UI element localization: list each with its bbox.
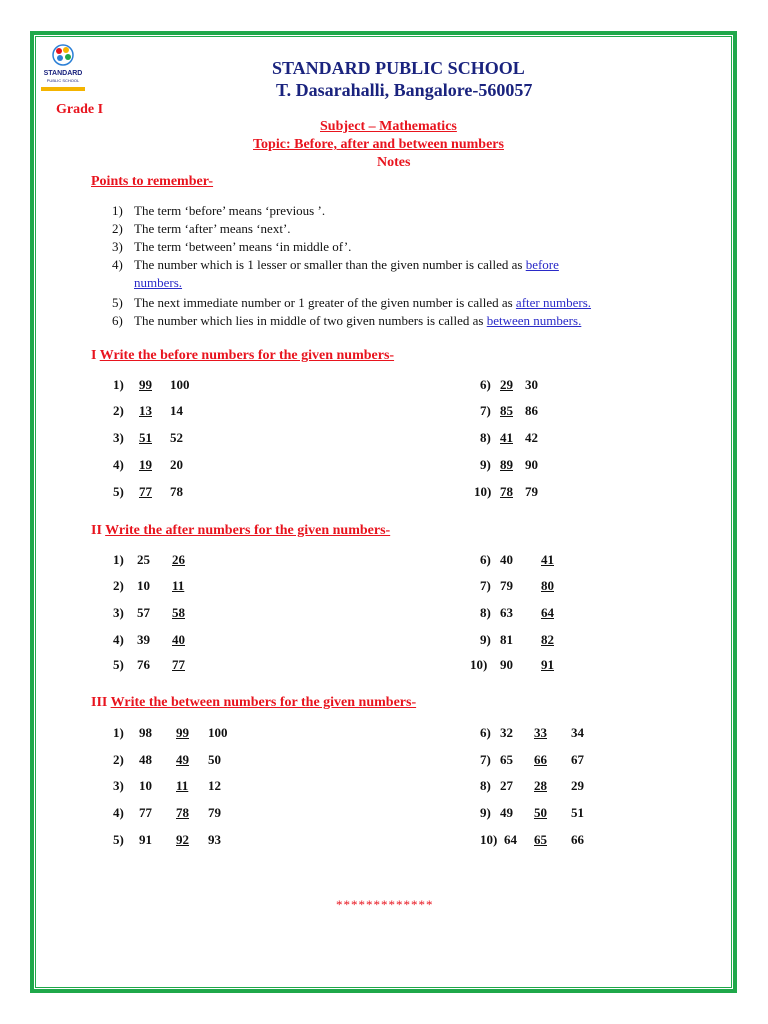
school-address: T. Dasarahalli, Bangalore-560057 bbox=[276, 80, 533, 100]
exercise-number: 9) bbox=[480, 457, 491, 472]
point-4 bbox=[112, 256, 682, 292]
exercise-number: 9) bbox=[480, 805, 491, 820]
given-value: 40 bbox=[500, 552, 513, 567]
given-value: 98 bbox=[139, 725, 152, 740]
section-3-heading bbox=[91, 695, 416, 711]
answer-value: 13 bbox=[139, 403, 152, 418]
given-value: 79 bbox=[525, 484, 538, 499]
given-value: 30 bbox=[525, 377, 538, 392]
point-text: The next immediate number or 1 greater of the given number is called as bbox=[134, 295, 516, 310]
before-numbers-link[interactable]: before bbox=[525, 257, 559, 272]
point-text: The number which lies in middle of two given numbers is called as bbox=[134, 313, 487, 328]
answer-value: 85 bbox=[500, 403, 513, 418]
given-value: 66 bbox=[571, 832, 584, 847]
exercise-number: 4) bbox=[113, 457, 124, 472]
given-value: 100 bbox=[208, 725, 228, 740]
exercise-number: 3) bbox=[113, 778, 124, 793]
point-1 bbox=[112, 202, 682, 220]
answer-value: 66 bbox=[534, 752, 547, 767]
given-value: 79 bbox=[500, 578, 513, 593]
point-number: 5) bbox=[112, 295, 123, 310]
point-number: 4) bbox=[112, 257, 123, 272]
given-value: 90 bbox=[500, 657, 513, 672]
exercise-number: 9) bbox=[480, 632, 491, 647]
given-value: 32 bbox=[500, 725, 513, 740]
given-value: 79 bbox=[208, 805, 221, 820]
exercise-number: 5) bbox=[113, 832, 124, 847]
given-value: 90 bbox=[525, 457, 538, 472]
given-value: 14 bbox=[170, 403, 183, 418]
section-2-heading bbox=[91, 523, 390, 539]
exercise-number: 3) bbox=[113, 605, 124, 620]
exercise-number: 1) bbox=[113, 725, 124, 740]
grade-label: Grade I bbox=[56, 102, 104, 117]
given-value: 52 bbox=[170, 430, 183, 445]
exercise-number: 8) bbox=[480, 778, 491, 793]
section-1-heading bbox=[91, 348, 394, 364]
topic-title: Topic: Before, after and between numbers bbox=[253, 137, 504, 152]
between-numbers-link[interactable]: between numbers. bbox=[486, 313, 582, 328]
footer-stars: ************* bbox=[336, 897, 434, 912]
answer-value: 29 bbox=[500, 377, 513, 392]
exercise-number: 6) bbox=[480, 377, 491, 392]
exercise-number: 8) bbox=[480, 605, 491, 620]
exercise-number: 3) bbox=[113, 430, 124, 445]
exercise-number: 5) bbox=[113, 657, 124, 672]
point-6 bbox=[112, 312, 682, 330]
given-value: 63 bbox=[500, 605, 513, 620]
exercise-number: 2) bbox=[113, 578, 124, 593]
section-1-title: Write the before numbers for the given numbers- bbox=[99, 348, 395, 363]
answer-value: 80 bbox=[541, 578, 554, 593]
after-numbers-link[interactable]: after numbers. bbox=[515, 295, 592, 310]
given-value: 78 bbox=[170, 484, 183, 499]
answer-value: 11 bbox=[172, 578, 185, 593]
section-3-roman: III bbox=[91, 695, 108, 710]
section-2-roman: II bbox=[91, 523, 102, 538]
answer-value: 58 bbox=[172, 605, 185, 620]
logo-text: STANDARD bbox=[43, 70, 83, 77]
given-value: 34 bbox=[571, 725, 584, 740]
answer-value: 92 bbox=[176, 832, 189, 847]
answer-value: 26 bbox=[172, 552, 185, 567]
given-value: 42 bbox=[525, 430, 538, 445]
point-text: The term ‘before’ means ‘previous ’. bbox=[134, 203, 326, 218]
exercise-number: 7) bbox=[480, 403, 491, 418]
section-1-roman: I bbox=[91, 348, 97, 363]
given-value: 67 bbox=[571, 752, 584, 767]
section-2-title: Write the after numbers for the given numbers- bbox=[105, 523, 391, 538]
answer-value: 41 bbox=[500, 430, 513, 445]
answer-value: 82 bbox=[541, 632, 554, 647]
given-value: 100 bbox=[170, 377, 190, 392]
exercise-number: 1) bbox=[113, 377, 124, 392]
exercise-number: 1) bbox=[113, 552, 124, 567]
answer-value: 33 bbox=[534, 725, 547, 740]
exercise-number: 4) bbox=[113, 632, 124, 647]
notes-label: Notes bbox=[377, 155, 411, 170]
answer-value: 40 bbox=[172, 632, 185, 647]
given-value: 51 bbox=[571, 805, 584, 820]
given-value: 65 bbox=[500, 752, 513, 767]
point-text: The number which is 1 lesser or smaller than the given number is called as bbox=[134, 257, 526, 272]
answer-value: 78 bbox=[176, 805, 189, 820]
given-value: 39 bbox=[137, 632, 150, 647]
point-number: 6) bbox=[112, 313, 123, 328]
answer-value: 99 bbox=[176, 725, 189, 740]
given-value: 25 bbox=[137, 552, 150, 567]
exercise-number: 6) bbox=[480, 725, 491, 740]
answer-value: 64 bbox=[541, 605, 554, 620]
given-value: 20 bbox=[170, 457, 183, 472]
given-value: 27 bbox=[500, 778, 513, 793]
before-numbers-link-cont[interactable]: numbers. bbox=[134, 275, 183, 290]
subject-title: Subject – Mathematics bbox=[320, 119, 457, 134]
point-number: 2) bbox=[112, 221, 123, 236]
given-value: 48 bbox=[139, 752, 152, 767]
given-value: 76 bbox=[137, 657, 150, 672]
exercise-number: 4) bbox=[113, 805, 124, 820]
point-text: The term ‘after’ means ‘next’. bbox=[134, 221, 291, 236]
given-value: 10 bbox=[137, 578, 150, 593]
exercise-number: 7) bbox=[480, 752, 491, 767]
exercise-number: 7) bbox=[480, 578, 491, 593]
point-2 bbox=[112, 220, 682, 238]
exercise-number: 2) bbox=[113, 752, 124, 767]
answer-value: 91 bbox=[541, 657, 554, 672]
school-name: STANDARD PUBLIC SCHOOL bbox=[272, 58, 525, 78]
points-list bbox=[112, 202, 682, 330]
given-value: 77 bbox=[139, 805, 152, 820]
point-text: The term ‘between’ means ‘in middle of’. bbox=[134, 239, 352, 254]
given-value: 50 bbox=[208, 752, 221, 767]
given-value: 29 bbox=[571, 778, 584, 793]
point-number: 3) bbox=[112, 239, 123, 254]
answer-value: 11 bbox=[176, 778, 189, 793]
given-value: 57 bbox=[137, 605, 150, 620]
logo-subtext: PUBLIC SCHOOL bbox=[46, 78, 80, 83]
given-value: 93 bbox=[208, 832, 221, 847]
answer-value: 19 bbox=[139, 457, 152, 472]
given-value: 49 bbox=[500, 805, 513, 820]
answer-value: 89 bbox=[500, 457, 513, 472]
point-number: 1) bbox=[112, 203, 123, 218]
exercise-number: 5) bbox=[113, 484, 124, 499]
exercise-number: 10) bbox=[470, 657, 488, 672]
exercise-number: 10) bbox=[474, 484, 492, 499]
answer-value: 49 bbox=[176, 752, 189, 767]
answer-value: 28 bbox=[534, 778, 547, 793]
exercise-number: 8) bbox=[480, 430, 491, 445]
given-value: 86 bbox=[525, 403, 538, 418]
given-value: 64 bbox=[504, 832, 517, 847]
answer-value: 77 bbox=[172, 657, 185, 672]
exercise-number: 2) bbox=[113, 403, 124, 418]
answer-value: 99 bbox=[139, 377, 152, 392]
school-logo bbox=[38, 40, 88, 94]
exercise-number: 6) bbox=[480, 552, 491, 567]
points-heading: Points to remember- bbox=[91, 174, 214, 189]
answer-value: 77 bbox=[139, 484, 152, 499]
given-value: 91 bbox=[139, 832, 152, 847]
school-logo-icon bbox=[38, 40, 88, 94]
answer-value: 41 bbox=[541, 552, 554, 567]
given-value: 81 bbox=[500, 632, 513, 647]
exercise-number: 10) bbox=[480, 832, 498, 847]
answer-value: 65 bbox=[534, 832, 547, 847]
given-value: 12 bbox=[208, 778, 221, 793]
section-3-title: Write the between numbers for the given numbers- bbox=[110, 695, 417, 710]
answer-value: 50 bbox=[534, 805, 547, 820]
point-5 bbox=[112, 294, 682, 312]
answer-value: 51 bbox=[139, 430, 152, 445]
answer-value: 78 bbox=[500, 484, 513, 499]
given-value: 10 bbox=[139, 778, 152, 793]
point-3 bbox=[112, 238, 682, 256]
